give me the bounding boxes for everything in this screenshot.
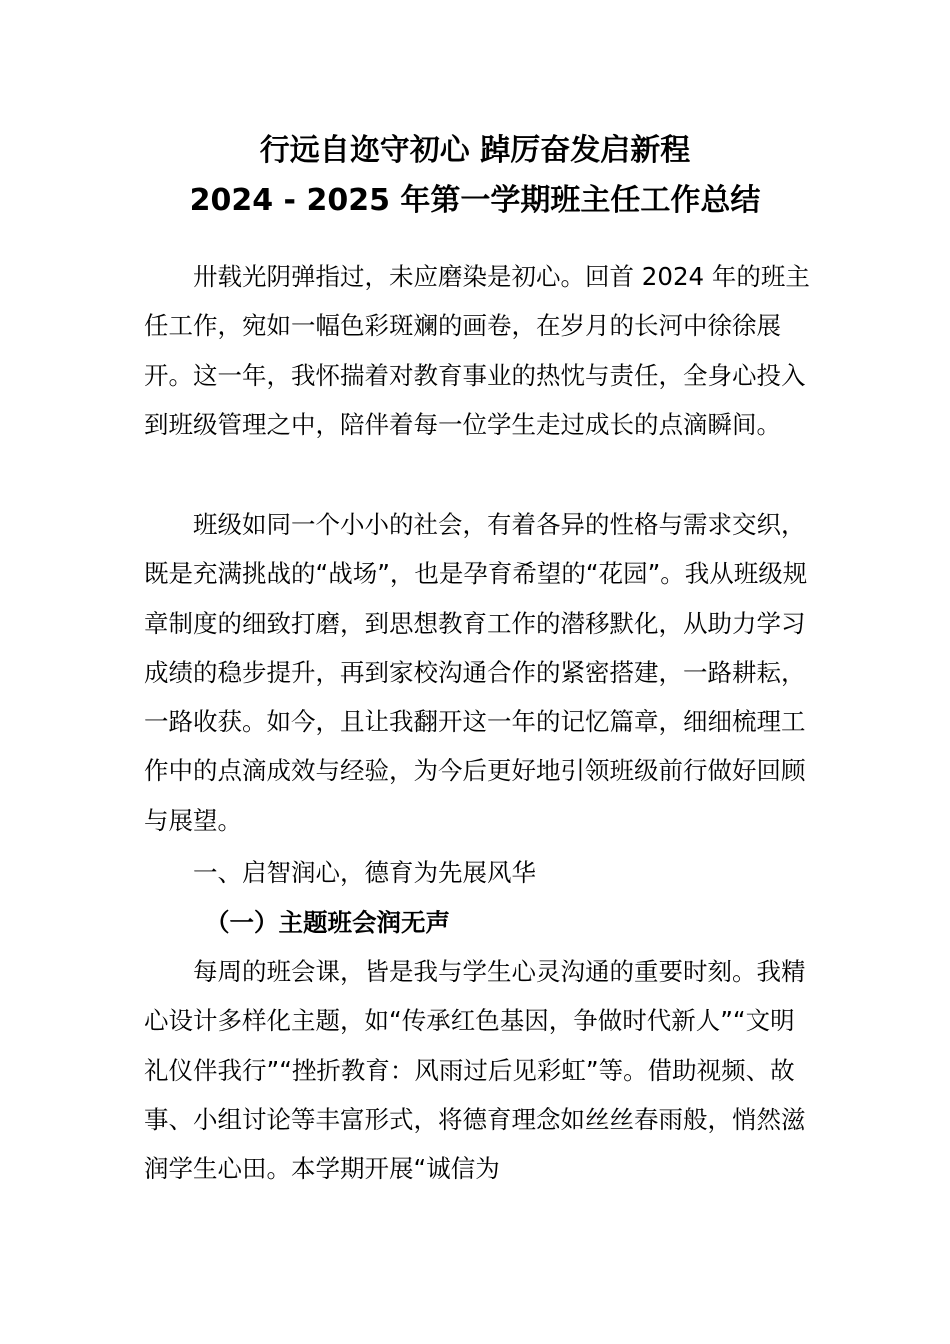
section-heading: 一、启智润心，德育为先展风华 [193, 858, 536, 887]
document-title: 行远自迩守初心 踔厉奋发启新程 [259, 133, 691, 168]
document-subtitle: 2024 - 2025 年第一学期班主任工作总结 [189, 183, 761, 218]
intro-paragraph: 卅载光阴弹指过，未应磨染是初心。回首 2024 年的班主任工作，宛如一幅色彩斑斓的画卷，在岁月的长河中徐徐展开。这一年，我怀揣着对教育事业的热忱与责任，全身心投入到班级管理之中，陪伴着每一位学生走过成长的点滴瞬间。 [144, 262, 810, 439]
subsection-heading: （一）主题班会润无声 [205, 908, 450, 937]
overview-paragraph: 班级如同一个小小的社会，有着各异的性格与需求交织，既是充满挑战的“战场”，也是孕育希望的“花园”。我从班级规章制度的细致打磨，到思想教育工作的潜移默化，从助力学习成绩的稳步提升，再到家校沟通合作的紧密搭建，一路耕耘，一路收获。如今，且让我翻开这一年的记忆篇章，细细梳理工作中的点滴成效与经验，为今后更好地引领班级前行做好回顾与展望。 [144, 510, 808, 835]
subsection-paragraph: 每周的班会课，皆是我与学生心灵沟通的重要时刻。我精心设计多样化主题，如“传承红色基因，争做时代新人”“文明礼仪伴我行”“挫折教育：风雨过后见彩虹”等。借助视频、故事、小组讨论等丰富形式，将德育理念如丝丝春雨般，悄然滋润学生心田。本学期开展“诚信为 [144, 957, 806, 1184]
